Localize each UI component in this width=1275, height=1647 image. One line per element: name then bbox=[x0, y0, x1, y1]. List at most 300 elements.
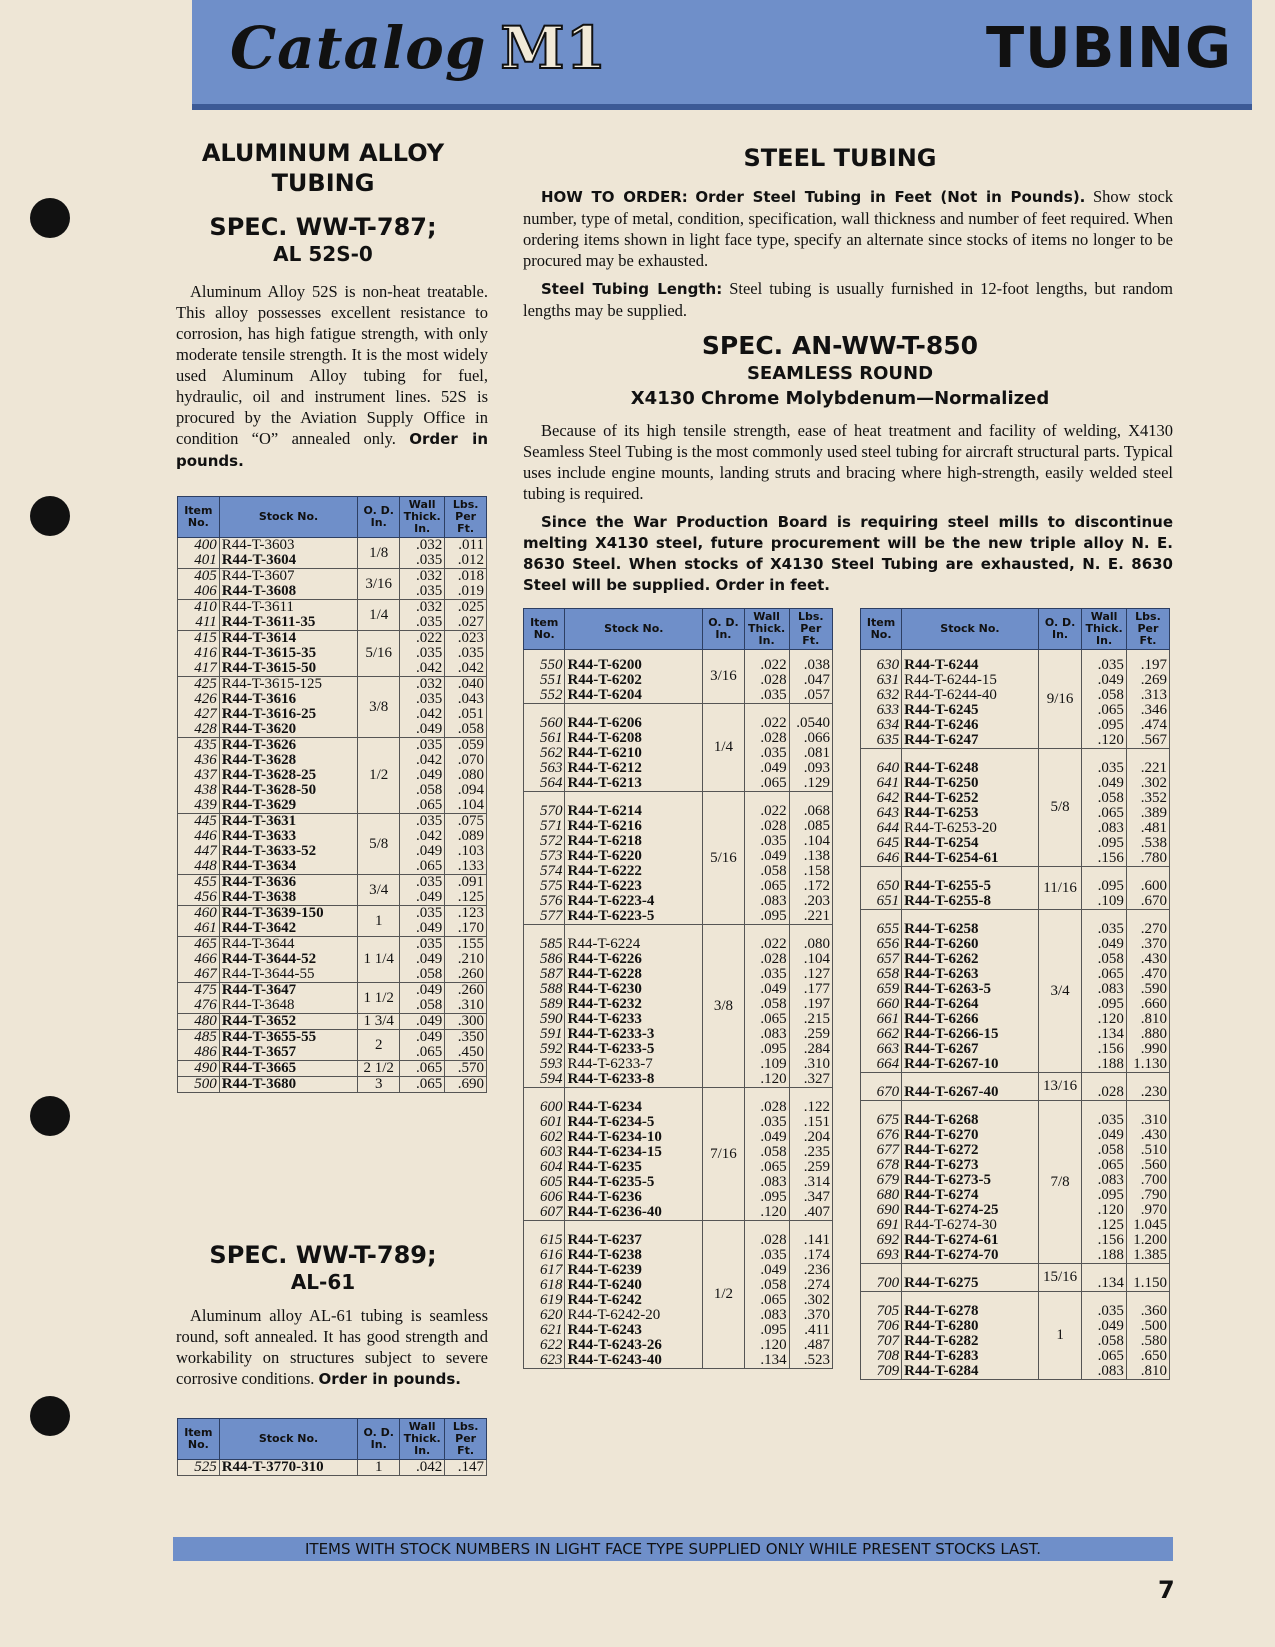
x4130-description: Because of its high tensile strength, ease of heat treatment and facility of welding, X4130 Seamless Steel Tubing is the most commonly used steel tubing for aircraft structural parts. Typical uses include engine mounts, landing struts and bracing where high-strength, easily welded steel tubing is required. bbox=[523, 421, 1173, 503]
stock-no: R44-T-6273-5 bbox=[902, 1173, 1039, 1188]
lbs-per-ft: 1.130 bbox=[1126, 1057, 1169, 1073]
wall-thickness: .188 bbox=[1082, 1057, 1127, 1073]
table-row bbox=[524, 746, 833, 761]
item-no: 585 bbox=[539, 936, 563, 952]
lbs-per-ft: .138 bbox=[789, 849, 832, 864]
lbs-per-ft: .810 bbox=[1126, 1364, 1169, 1380]
punch-hole bbox=[30, 496, 70, 536]
th-item: Item No. bbox=[178, 1419, 220, 1460]
lbs-per-ft: .274 bbox=[789, 1278, 832, 1293]
lbs-per-ft: .035 bbox=[445, 646, 487, 661]
stock-no: R44-T-6244 bbox=[902, 658, 1039, 673]
th-item: Item No. bbox=[524, 609, 565, 650]
table-row bbox=[178, 646, 487, 661]
od-group bbox=[178, 937, 487, 983]
wall-thickness: .049 bbox=[1082, 1128, 1127, 1143]
item-no: 466 bbox=[194, 951, 217, 967]
od-group bbox=[178, 983, 487, 1014]
item-no: 405 bbox=[194, 568, 217, 584]
table-row bbox=[861, 1233, 1170, 1248]
stock-no: R44-T-3616 bbox=[219, 692, 358, 707]
item-no: 605 bbox=[539, 1174, 563, 1190]
od-value: 1/4 bbox=[358, 600, 400, 631]
item-no: 401 bbox=[194, 552, 217, 568]
wall-thickness: .035 bbox=[400, 875, 445, 891]
stock-no: R44-T-6223 bbox=[565, 879, 703, 894]
od-value: 3/8 bbox=[358, 677, 400, 738]
stock-no: R44-T-3657 bbox=[219, 1045, 358, 1061]
table-row bbox=[524, 1042, 833, 1057]
table-row bbox=[178, 1014, 487, 1030]
wall-thickness: .065 bbox=[400, 1061, 445, 1077]
wall-thickness: .042 bbox=[400, 707, 445, 722]
table-row bbox=[861, 1218, 1170, 1233]
lbs-per-ft: 1.150 bbox=[1126, 1276, 1169, 1292]
stock-no: R44-T-6220 bbox=[565, 849, 703, 864]
stock-no: R44-T-6274 bbox=[902, 1188, 1039, 1203]
lbs-per-ft: .127 bbox=[789, 967, 832, 982]
wall-thickness: .032 bbox=[400, 538, 445, 554]
lbs-per-ft: .360 bbox=[1126, 1304, 1169, 1319]
lbs-per-ft: .347 bbox=[789, 1190, 832, 1205]
lbs-per-ft: .221 bbox=[1126, 761, 1169, 776]
table-row bbox=[861, 703, 1170, 718]
wall-thickness: .156 bbox=[1082, 851, 1127, 867]
wall-thickness: .134 bbox=[744, 1353, 789, 1369]
item-no: 436 bbox=[194, 752, 217, 768]
table-row bbox=[861, 658, 1170, 673]
item-no: 651 bbox=[876, 893, 900, 909]
table-row bbox=[524, 1027, 833, 1042]
od-value: 13/16 bbox=[1038, 1073, 1082, 1101]
stock-no: R44-T-6235-5 bbox=[565, 1175, 703, 1190]
lbs-per-ft: .570 bbox=[445, 1061, 487, 1077]
table-row bbox=[178, 722, 487, 738]
item-no: 445 bbox=[194, 813, 217, 829]
od-group bbox=[861, 650, 1170, 749]
lbs-per-ft: .204 bbox=[789, 1130, 832, 1145]
od-value: 5/16 bbox=[358, 631, 400, 677]
table-row bbox=[524, 967, 833, 982]
wall-thickness: .065 bbox=[400, 1077, 445, 1093]
wall-thickness: .134 bbox=[1082, 1276, 1127, 1292]
item-no: 525 bbox=[194, 1459, 217, 1475]
stock-no: R44-T-6244-15 bbox=[902, 673, 1039, 688]
lbs-per-ft: .430 bbox=[1126, 1128, 1169, 1143]
item-no: 416 bbox=[194, 645, 217, 661]
stock-no: R44-T-6204 bbox=[565, 688, 703, 704]
stock-no: R44-T-6244-40 bbox=[902, 688, 1039, 703]
stock-no: R44-T-6210 bbox=[565, 746, 703, 761]
item-no: 631 bbox=[876, 672, 900, 688]
lbs-per-ft: .370 bbox=[789, 1308, 832, 1323]
wall-thickness: .042 bbox=[400, 661, 445, 677]
table-row bbox=[861, 821, 1170, 836]
lbs-per-ft: .660 bbox=[1126, 997, 1169, 1012]
lbs-per-ft: .147 bbox=[445, 1460, 487, 1476]
od-group bbox=[524, 925, 833, 1088]
stock-no: R44-T-3633 bbox=[219, 829, 358, 844]
wall-thickness: .035 bbox=[400, 738, 445, 754]
od-group bbox=[178, 875, 487, 906]
od-value: 15/16 bbox=[1038, 1264, 1082, 1292]
lbs-per-ft: .129 bbox=[789, 776, 832, 792]
lbs-per-ft: .141 bbox=[789, 1233, 832, 1248]
lbs-per-ft: .215 bbox=[789, 1012, 832, 1027]
lbs-per-ft: .080 bbox=[789, 937, 832, 952]
lbs-per-ft: .259 bbox=[789, 1160, 832, 1175]
item-no: 500 bbox=[194, 1076, 217, 1092]
lbs-per-ft: .370 bbox=[1126, 937, 1169, 952]
lbs-per-ft: .011 bbox=[445, 538, 487, 554]
stock-no: R44-T-3616-25 bbox=[219, 707, 358, 722]
lbs-per-ft: .236 bbox=[789, 1263, 832, 1278]
wall-thickness: .095 bbox=[744, 909, 789, 925]
stock-no: R44-T-3611 bbox=[219, 600, 358, 616]
lbs-per-ft: .327 bbox=[789, 1072, 832, 1088]
lbs-per-ft: .170 bbox=[445, 921, 487, 937]
lbs-per-ft: .700 bbox=[1126, 1173, 1169, 1188]
stock-no: R44-T-6235 bbox=[565, 1160, 703, 1175]
wall-thickness: .125 bbox=[1082, 1218, 1127, 1233]
stock-no: R44-T-6239 bbox=[565, 1263, 703, 1278]
lbs-per-ft: .043 bbox=[445, 692, 487, 707]
od-group bbox=[178, 1014, 487, 1030]
lbs-per-ft: .560 bbox=[1126, 1158, 1169, 1173]
table-row bbox=[861, 1085, 1170, 1101]
th-lbs: Lbs. Per Ft. bbox=[445, 497, 487, 538]
item-no: 574 bbox=[539, 863, 563, 879]
wall-thickness: .065 bbox=[1082, 806, 1127, 821]
item-no: 563 bbox=[539, 760, 563, 776]
table-row bbox=[524, 761, 833, 776]
lbs-per-ft: .038 bbox=[789, 658, 832, 673]
table-row bbox=[861, 1128, 1170, 1143]
stock-no: R44-T-3628-50 bbox=[219, 783, 358, 798]
lbs-per-ft: .059 bbox=[445, 738, 487, 754]
table-row bbox=[861, 733, 1170, 749]
stock-no: R44-T-6232 bbox=[565, 997, 703, 1012]
item-no: 592 bbox=[539, 1041, 563, 1057]
wall-thickness: .065 bbox=[1082, 703, 1127, 718]
item-no: 560 bbox=[539, 715, 563, 731]
item-no: 616 bbox=[539, 1247, 563, 1263]
wall-thickness: .049 bbox=[1082, 937, 1127, 952]
wall-thickness: .065 bbox=[1082, 1158, 1127, 1173]
punch-hole bbox=[30, 198, 70, 238]
stock-no: R44-T-6242-20 bbox=[565, 1308, 703, 1323]
stock-no: R44-T-3615-50 bbox=[219, 661, 358, 677]
wall-thickness: .188 bbox=[1082, 1248, 1127, 1264]
stock-no: R44-T-6234-5 bbox=[565, 1115, 703, 1130]
stock-no: R44-T-6253-20 bbox=[902, 821, 1039, 836]
od-value: 5/16 bbox=[703, 792, 744, 925]
item-no: 604 bbox=[539, 1159, 563, 1175]
stock-no: R44-T-3614 bbox=[219, 631, 358, 647]
item-no: 437 bbox=[194, 767, 217, 783]
stock-no: R44-T-6234-15 bbox=[565, 1145, 703, 1160]
stock-no: R44-T-6222 bbox=[565, 864, 703, 879]
table-row bbox=[861, 982, 1170, 997]
od-group bbox=[178, 1030, 487, 1061]
stock-no: R44-T-6208 bbox=[565, 731, 703, 746]
wall-thickness: .028 bbox=[744, 673, 789, 688]
item-no: 447 bbox=[194, 843, 217, 859]
lbs-per-ft: .310 bbox=[1126, 1113, 1169, 1128]
lbs-per-ft: .210 bbox=[445, 952, 487, 967]
item-no: 602 bbox=[539, 1129, 563, 1145]
od-value: 3/16 bbox=[358, 569, 400, 600]
stock-no: R44-T-3638 bbox=[219, 890, 358, 906]
od-value: 1/4 bbox=[703, 704, 744, 792]
spec-850-heading: SPEC. AN-WW-T-850 SEAMLESS ROUND X4130 Chrome Molybdenum—Normalized bbox=[630, 331, 1050, 409]
wall-thickness: .065 bbox=[744, 1160, 789, 1175]
table-row bbox=[524, 1115, 833, 1130]
stock-no: R44-T-6247 bbox=[902, 733, 1039, 749]
item-no: 448 bbox=[194, 858, 217, 874]
wall-thickness: .083 bbox=[744, 894, 789, 909]
th-stock: Stock No. bbox=[565, 609, 703, 650]
table-row bbox=[524, 776, 833, 792]
item-no: 645 bbox=[876, 835, 900, 851]
stock-no: R44-T-6243 bbox=[565, 1323, 703, 1338]
lbs-per-ft: .104 bbox=[445, 798, 487, 814]
item-no: 618 bbox=[539, 1277, 563, 1293]
steel-tubing-title: STEEL TUBING bbox=[743, 144, 937, 172]
table-row bbox=[524, 1130, 833, 1145]
th-stock: Stock No. bbox=[902, 609, 1039, 650]
table-row bbox=[178, 783, 487, 798]
item-no: 480 bbox=[194, 1013, 217, 1029]
table-row bbox=[178, 1460, 487, 1476]
stock-no: R44-T-3770-310 bbox=[219, 1460, 358, 1476]
od-value: 1 bbox=[358, 1460, 400, 1476]
stock-no: R44-T-3680 bbox=[219, 1077, 358, 1093]
table-row bbox=[524, 864, 833, 879]
lbs-per-ft: .089 bbox=[445, 829, 487, 844]
table-row bbox=[861, 1276, 1170, 1292]
lbs-per-ft: .310 bbox=[789, 1057, 832, 1072]
lbs-per-ft: .094 bbox=[445, 783, 487, 798]
al61-table bbox=[177, 1418, 487, 1476]
wall-thickness: .049 bbox=[744, 1130, 789, 1145]
item-no: 709 bbox=[876, 1363, 900, 1379]
wall-thickness: .035 bbox=[744, 1248, 789, 1263]
item-no: 573 bbox=[539, 848, 563, 864]
wall-thickness: .028 bbox=[1082, 1085, 1127, 1101]
item-no: 576 bbox=[539, 893, 563, 909]
item-no: 589 bbox=[539, 996, 563, 1012]
table-row bbox=[524, 1338, 833, 1353]
stock-no: R44-T-6233-5 bbox=[565, 1042, 703, 1057]
wall-thickness: .120 bbox=[1082, 733, 1127, 749]
wall-thickness: .022 bbox=[744, 937, 789, 952]
table-row bbox=[178, 875, 487, 891]
stock-no: R44-T-6266-15 bbox=[902, 1027, 1039, 1042]
item-no: 622 bbox=[539, 1337, 563, 1353]
lbs-per-ft: .350 bbox=[445, 1030, 487, 1046]
wall-thickness: .035 bbox=[400, 553, 445, 569]
table-row bbox=[861, 776, 1170, 791]
table-row bbox=[524, 1353, 833, 1369]
item-no: 552 bbox=[539, 687, 563, 703]
wall-thickness: .120 bbox=[744, 1205, 789, 1221]
stock-no: R44-T-6284 bbox=[902, 1364, 1039, 1380]
item-no: 656 bbox=[876, 936, 900, 952]
wall-thickness: .058 bbox=[1082, 952, 1127, 967]
table-row bbox=[524, 1278, 833, 1293]
table-row bbox=[178, 661, 487, 677]
wall-thickness: .083 bbox=[1082, 1173, 1127, 1188]
item-no: 586 bbox=[539, 951, 563, 967]
page-number: 7 bbox=[1158, 1576, 1175, 1604]
lbs-per-ft: .230 bbox=[1126, 1085, 1169, 1101]
wall-thickness: .058 bbox=[400, 998, 445, 1014]
item-no: 615 bbox=[539, 1232, 563, 1248]
stock-no: R44-T-3631 bbox=[219, 814, 358, 830]
stock-no: R44-T-6213 bbox=[565, 776, 703, 792]
od-value: 2 bbox=[358, 1030, 400, 1061]
stock-no: R44-T-6236 bbox=[565, 1190, 703, 1205]
stock-no: R44-T-3607 bbox=[219, 569, 358, 585]
stock-no: R44-T-6255-8 bbox=[902, 894, 1039, 910]
item-no: 550 bbox=[539, 657, 563, 673]
table-row bbox=[524, 952, 833, 967]
od-group bbox=[524, 704, 833, 792]
lbs-per-ft: .411 bbox=[789, 1323, 832, 1338]
od-group bbox=[178, 600, 487, 631]
stock-no: R44-T-6264 bbox=[902, 997, 1039, 1012]
wall-thickness: .065 bbox=[744, 879, 789, 894]
stock-no: R44-T-3639-150 bbox=[219, 906, 358, 922]
stock-no: R44-T-3633-52 bbox=[219, 844, 358, 859]
stock-no: R44-T-6233-8 bbox=[565, 1072, 703, 1088]
wall-thickness: .035 bbox=[1082, 658, 1127, 673]
od-value: 3/8 bbox=[703, 925, 744, 1088]
item-no: 438 bbox=[194, 782, 217, 798]
wall-thickness: .042 bbox=[400, 829, 445, 844]
stock-no: R44-T-6274-61 bbox=[902, 1233, 1039, 1248]
table-row bbox=[861, 1349, 1170, 1364]
stock-no: R44-T-6223-4 bbox=[565, 894, 703, 909]
wall-thickness: .049 bbox=[400, 921, 445, 937]
lbs-per-ft: .474 bbox=[1126, 718, 1169, 733]
wall-thickness: .095 bbox=[744, 1190, 789, 1205]
wall-thickness: .049 bbox=[400, 844, 445, 859]
od-group bbox=[178, 1061, 487, 1077]
th-od: O. D. In. bbox=[703, 609, 744, 650]
lbs-per-ft: .523 bbox=[789, 1353, 832, 1369]
lbs-per-ft: .270 bbox=[1126, 922, 1169, 937]
th-stock: Stock No. bbox=[219, 497, 358, 538]
stock-no: R44-T-3648 bbox=[219, 998, 358, 1014]
table-row bbox=[861, 806, 1170, 821]
item-no: 588 bbox=[539, 981, 563, 997]
lbs-per-ft: .027 bbox=[445, 615, 487, 631]
table-row bbox=[178, 1061, 487, 1077]
od-group bbox=[861, 1101, 1170, 1264]
item-no: 411 bbox=[195, 614, 217, 630]
table-row bbox=[178, 967, 487, 983]
wall-thickness: .065 bbox=[1082, 967, 1127, 982]
item-no: 571 bbox=[539, 818, 563, 834]
table-row bbox=[861, 1319, 1170, 1334]
stock-no: R44-T-6250 bbox=[902, 776, 1039, 791]
od-value: 3/4 bbox=[358, 875, 400, 906]
table-row bbox=[861, 1027, 1170, 1042]
table-row bbox=[178, 1045, 487, 1061]
lbs-per-ft: .051 bbox=[445, 707, 487, 722]
item-no: 467 bbox=[194, 966, 217, 982]
stock-no: R44-T-6274-70 bbox=[902, 1248, 1039, 1264]
stock-no: R44-T-6238 bbox=[565, 1248, 703, 1263]
lbs-per-ft: .302 bbox=[789, 1293, 832, 1308]
wall-thickness: .022 bbox=[744, 658, 789, 673]
lbs-per-ft: .259 bbox=[789, 1027, 832, 1042]
stock-no: R44-T-3652 bbox=[219, 1014, 358, 1030]
table-row bbox=[178, 952, 487, 967]
wall-thickness: .049 bbox=[1082, 673, 1127, 688]
item-no: 706 bbox=[876, 1318, 900, 1334]
wall-thickness: .049 bbox=[744, 1263, 789, 1278]
catalog-logo: Catalog M1 bbox=[230, 14, 607, 82]
item-no: 570 bbox=[539, 803, 563, 819]
stock-no: R44-T-3615-35 bbox=[219, 646, 358, 661]
stock-no: R44-T-6246 bbox=[902, 718, 1039, 733]
item-no: 680 bbox=[876, 1187, 900, 1203]
item-no: 655 bbox=[876, 921, 900, 937]
item-no: 619 bbox=[539, 1292, 563, 1308]
stock-no: R44-T-6233-7 bbox=[565, 1057, 703, 1072]
lbs-per-ft: .174 bbox=[789, 1248, 832, 1263]
table-row bbox=[524, 1190, 833, 1205]
stock-no: R44-T-6252 bbox=[902, 791, 1039, 806]
wall-thickness: .065 bbox=[744, 1012, 789, 1027]
table-row bbox=[524, 804, 833, 819]
wall-thickness: .035 bbox=[400, 615, 445, 631]
item-no: 635 bbox=[876, 732, 900, 748]
table-row bbox=[524, 1263, 833, 1278]
wall-thickness: .035 bbox=[400, 646, 445, 661]
lbs-per-ft: .650 bbox=[1126, 1349, 1169, 1364]
lbs-per-ft: 1.045 bbox=[1126, 1218, 1169, 1233]
lbs-per-ft: .590 bbox=[1126, 982, 1169, 997]
lbs-per-ft: .042 bbox=[445, 661, 487, 677]
wall-thickness: .028 bbox=[744, 1100, 789, 1115]
table-row bbox=[861, 1188, 1170, 1203]
lbs-per-ft: .260 bbox=[445, 967, 487, 983]
stock-no: R44-T-6202 bbox=[565, 673, 703, 688]
item-no: 657 bbox=[876, 951, 900, 967]
wall-thickness: .083 bbox=[1082, 821, 1127, 836]
lbs-per-ft: .085 bbox=[789, 819, 832, 834]
item-no: 641 bbox=[876, 775, 900, 791]
od-value: 5/8 bbox=[358, 814, 400, 875]
lbs-per-ft: .068 bbox=[789, 804, 832, 819]
table-row bbox=[861, 1012, 1170, 1027]
wall-thickness: .156 bbox=[1082, 1233, 1127, 1248]
table-row bbox=[861, 791, 1170, 806]
table-row bbox=[178, 998, 487, 1014]
od-group bbox=[524, 1088, 833, 1221]
item-no: 691 bbox=[876, 1217, 900, 1233]
od-value: 5/8 bbox=[1038, 749, 1082, 867]
item-no: 603 bbox=[539, 1144, 563, 1160]
lbs-per-ft: .197 bbox=[1126, 658, 1169, 673]
item-no: 620 bbox=[539, 1307, 563, 1323]
table-row bbox=[861, 1042, 1170, 1057]
table-row bbox=[861, 1334, 1170, 1349]
